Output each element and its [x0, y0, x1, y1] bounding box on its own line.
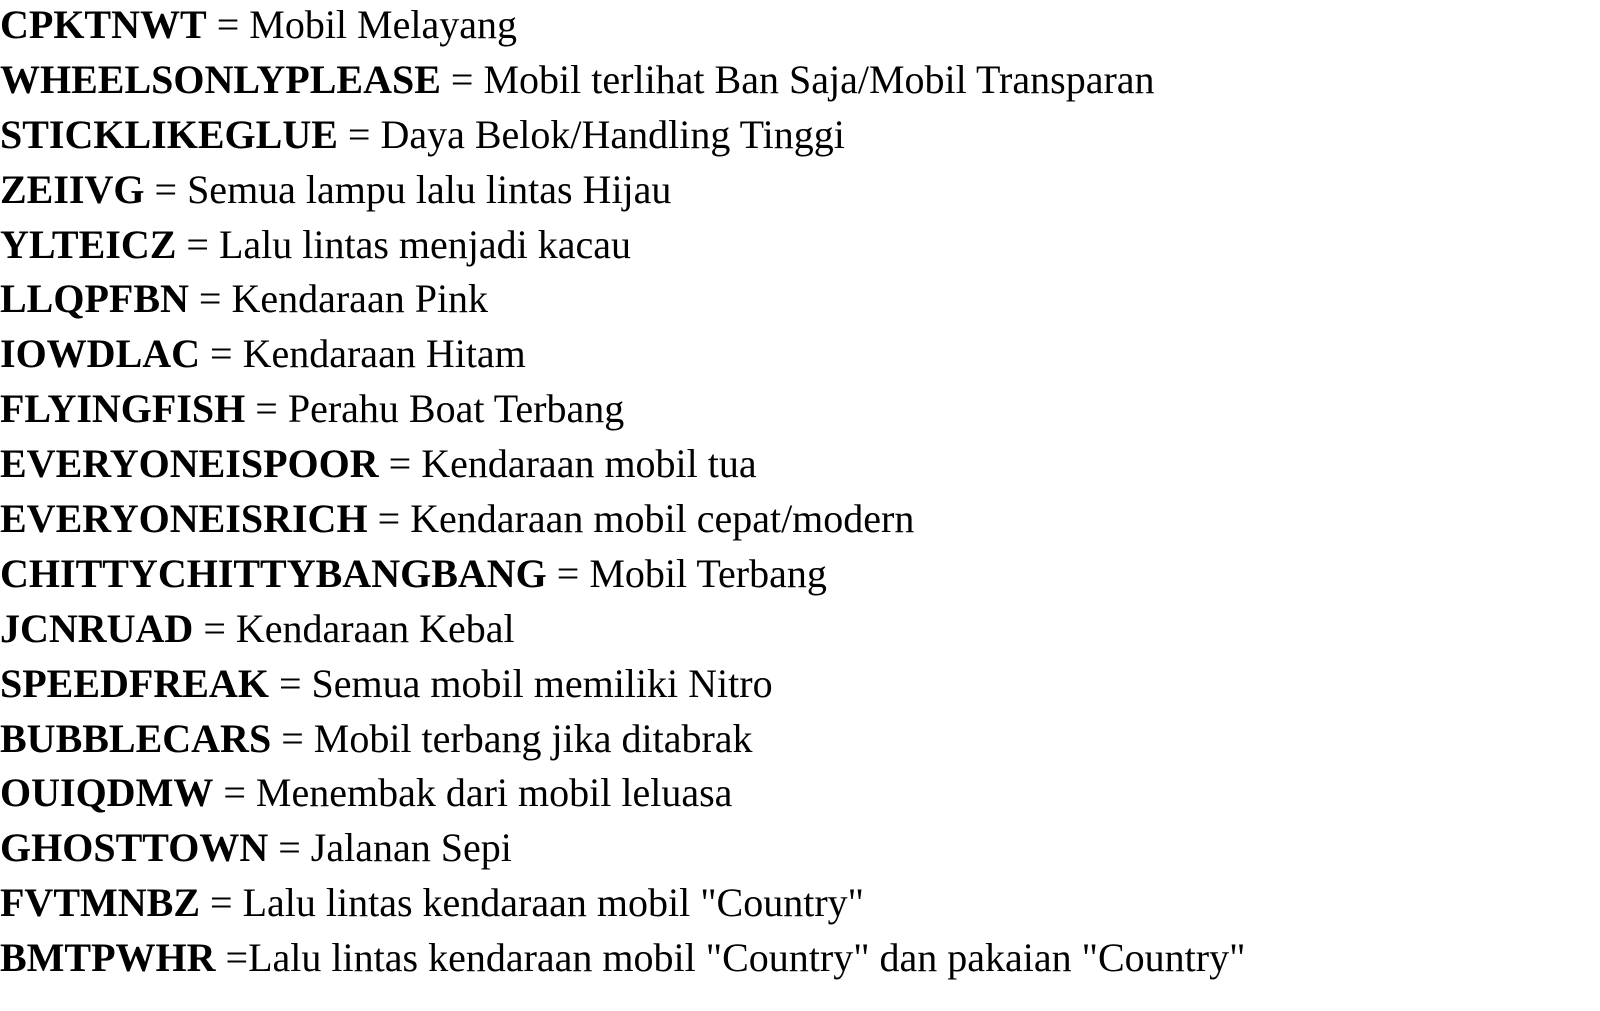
cheat-code: EVERYONEISPOOR: [0, 441, 379, 487]
cheat-row: [0, 878, 1600, 933]
equals-sign: =: [213, 770, 256, 816]
cheat-description: Semua mobil memiliki Nitro: [311, 660, 773, 706]
cheat-code: CHITTYCHITTYBANGBANG: [0, 550, 547, 596]
cheat-description: Kendaraan Kebal: [235, 605, 515, 651]
cheat-code: BMTPWHR: [0, 935, 216, 981]
cheat-row: [0, 274, 1600, 329]
equals-sign: =: [200, 880, 243, 926]
equals-sign: =: [367, 496, 411, 542]
cheat-code: STICKLIKEGLUE: [0, 111, 338, 157]
cheat-description: Lalu lintas menjadi kacau: [218, 221, 632, 267]
cheat-code: FLYINGFISH: [0, 386, 246, 432]
cheat-code: LLQPFBN: [0, 276, 189, 322]
equals-sign: =: [546, 550, 590, 596]
equals-sign: =: [245, 386, 288, 432]
equals-sign: =: [268, 825, 311, 871]
cheat-description: Mobil terbang jika ditabrak: [313, 715, 753, 761]
equals-sign: =: [176, 221, 219, 267]
cheat-row: [0, 110, 1600, 165]
cheat-code: EVERYONEISRICH: [0, 496, 368, 542]
cheat-row: [0, 714, 1600, 769]
equals-sign: =: [188, 276, 232, 322]
cheat-code: GHOSTTOWN: [0, 825, 269, 871]
cheat-row: [0, 165, 1600, 220]
cheat-description: Lalu lintas kendaraan mobil "Country" dan pakaian "Country": [248, 935, 1246, 981]
cheat-row: [0, 549, 1600, 604]
cheat-code: JCNRUAD: [0, 605, 194, 651]
cheat-description: Semua lampu lalu lintas Hijau: [187, 166, 672, 212]
cheat-description: Jalanan Sepi: [310, 825, 512, 871]
equals-sign: =: [378, 441, 422, 487]
cheat-row: [0, 439, 1600, 494]
equals-sign: =: [206, 2, 250, 47]
cheat-description: Kendaraan mobil cepat/modern: [410, 496, 915, 542]
equals-sign: =: [337, 111, 381, 157]
equals-sign: =: [193, 605, 236, 651]
equals-sign: =: [271, 715, 314, 761]
cheat-code: BUBBLECARS: [0, 715, 272, 761]
cheat-code: IOWDLAC: [0, 331, 201, 377]
equals-sign: =: [200, 331, 243, 377]
equals-sign: =: [215, 935, 249, 981]
cheat-code: ZEIIVG: [0, 166, 145, 212]
cheat-row: [0, 659, 1600, 714]
cheat-row: [0, 55, 1600, 110]
cheat-code: CPKTNWT: [0, 2, 207, 47]
cheat-description: Kendaraan mobil tua: [421, 441, 757, 487]
cheat-description: Perahu Boat Terbang: [287, 386, 625, 432]
cheat-description: Mobil Terbang: [589, 550, 827, 596]
cheat-row: [0, 220, 1600, 275]
cheat-row: [0, 494, 1600, 549]
cheat-row: [0, 604, 1600, 659]
cheat-description: Mobil terlihat Ban Saja/Mobil Transparan: [483, 56, 1155, 102]
cheat-description: Daya Belok/Handling Tinggi: [380, 111, 845, 157]
cheat-code: SPEEDFREAK: [0, 660, 269, 706]
cheat-row: [0, 384, 1600, 439]
equals-sign: =: [440, 56, 484, 102]
cheat-row: [0, 823, 1600, 878]
cheat-row: [0, 0, 1600, 55]
cheat-description: Mobil Melayang: [249, 2, 517, 47]
cheat-code: FVTMNBZ: [0, 880, 200, 926]
cheat-code: WHEELSONLYPLEASE: [0, 56, 441, 102]
cheat-description: Lalu lintas kendaraan mobil "Country": [242, 880, 864, 926]
cheat-description: Kendaraan Pink: [231, 276, 489, 322]
cheat-code: YLTEICZ: [0, 221, 177, 267]
cheat-code: OUIQDMW: [0, 770, 214, 816]
cheat-description: Kendaraan Hitam: [242, 331, 526, 377]
cheat-row: [0, 933, 1600, 988]
equals-sign: =: [144, 166, 188, 212]
cheat-row: [0, 768, 1600, 823]
equals-sign: =: [268, 660, 312, 706]
cheat-row: [0, 329, 1600, 384]
cheat-description: Menembak dari mobil leluasa: [255, 770, 733, 816]
